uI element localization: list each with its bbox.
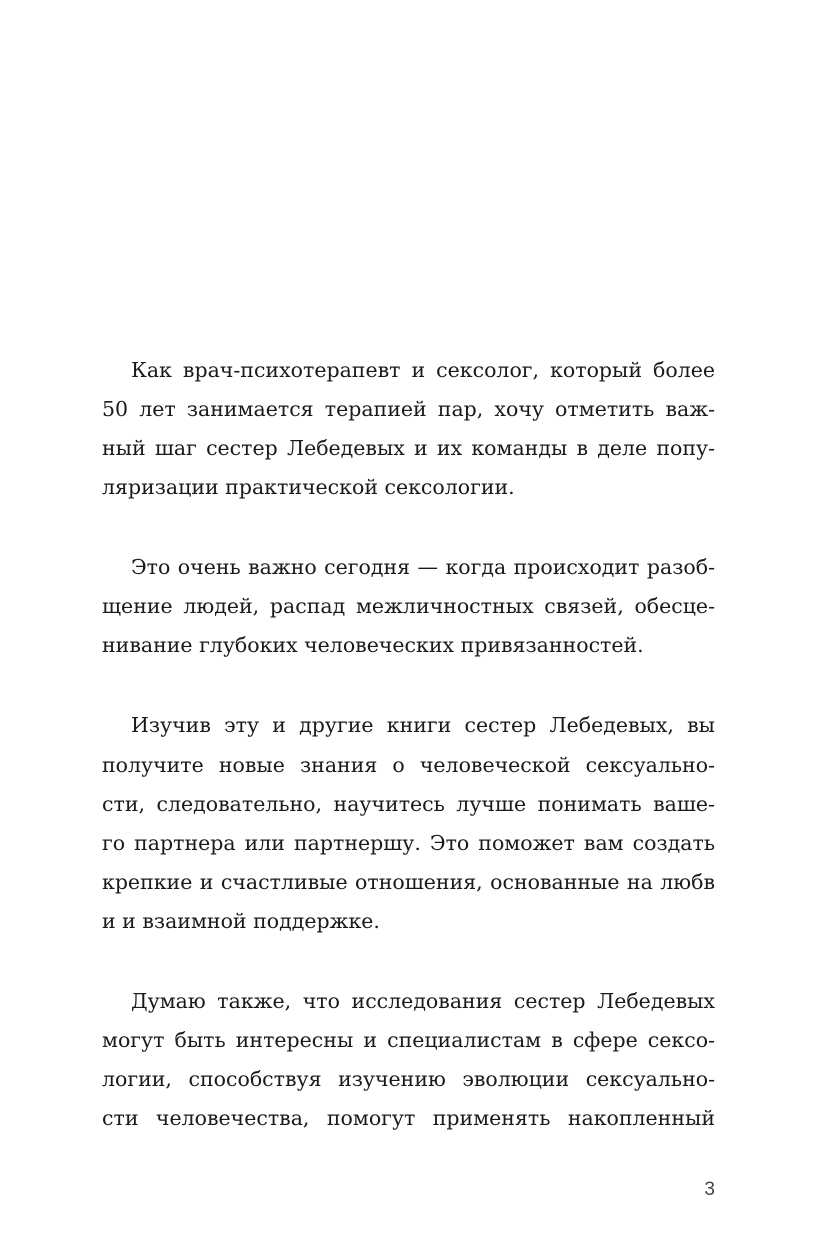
paragraph-2-line-1: Это очень важно сегодня — когда происходит разоб- bbox=[131, 555, 715, 579]
paragraph-2-line-2: щение людей, распад межличностных связей, обесце- bbox=[102, 594, 715, 618]
paragraph-3-line-6: и и взаимной поддержке. bbox=[102, 909, 380, 933]
paragraph-4-line-2: могут быть интересны и специалистам в сфере сексо- bbox=[102, 1028, 715, 1052]
paragraph-4-line-3: логии, способствуя изучению эволюции сексуально- bbox=[102, 1067, 715, 1091]
paragraph-3-line-4: го партнера или партнершу. Это поможет вам создать bbox=[102, 831, 715, 855]
paragraph-1-line-3: ный шаг сестер Лебедевых и их команды в деле попу- bbox=[102, 436, 715, 460]
paragraph-3-line-2: получите новые знания о человеческой сексуально- bbox=[102, 753, 715, 777]
paragraph-1-line-2: 50 лет занимается терапией пар, хочу отметить важ- bbox=[102, 397, 715, 421]
paragraph-1-line-4: ляризации практической сексологии. bbox=[102, 475, 515, 499]
paragraph-3-line-3: сти, следовательно, научитесь лучше понимать ваше- bbox=[102, 792, 715, 816]
paragraph-4-line-1: Думаю также, что исследования сестер Лебедевых bbox=[131, 989, 715, 1013]
paragraph-2-line-3: нивание глубоких человеческих привязанностей. bbox=[102, 633, 644, 657]
paragraph-1-line-1: Как врач-психотерапевт и сексолог, который более bbox=[131, 358, 715, 382]
paragraph-3-line-5: крепкие и счастливые отношения, основанные на любв bbox=[102, 870, 715, 894]
paragraph-3-line-1: Изучив эту и другие книги сестер Лебедевых, вы bbox=[131, 713, 715, 737]
paragraph-4-line-4: сти человечества, помогут применять накопленный bbox=[102, 1106, 715, 1130]
page-number: 3 bbox=[704, 1179, 715, 1200]
